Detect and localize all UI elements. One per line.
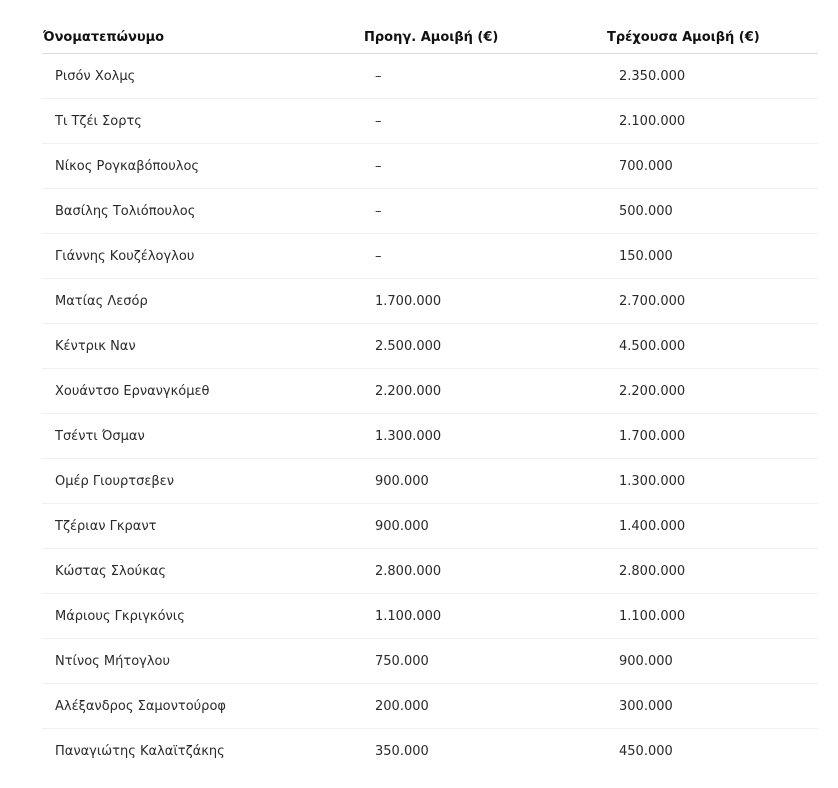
previous-salary-cell: –: [363, 234, 596, 279]
salary-table: [42, 22, 818, 773]
current-salary-cell: 1.700.000: [596, 414, 818, 459]
column-header-previous-salary[interactable]: Προηγ. Αμοιβή (€): [363, 22, 596, 54]
table-row: [42, 594, 818, 639]
previous-salary-cell: 350.000: [375, 743, 429, 759]
table-row: [42, 729, 818, 774]
table-row: [42, 189, 818, 234]
player-name-cell: Κέντρικ Ναν: [42, 324, 363, 369]
table-row: [42, 369, 818, 414]
table-row: [42, 144, 818, 189]
table-row: [42, 324, 818, 369]
current-salary-cell: 450.000: [619, 743, 673, 759]
previous-salary-cell: 1.700.000: [363, 279, 596, 324]
table-header: [42, 22, 818, 54]
player-name-cell: Παναγιώτης Καλαϊτζάκης: [55, 743, 225, 759]
previous-salary-cell: 2.200.000: [363, 369, 596, 414]
previous-salary-cell: 900.000: [363, 504, 596, 549]
table-row: [42, 54, 818, 99]
current-salary-cell: 1.300.000: [596, 459, 818, 504]
player-name-cell: Χουάντσο Ερνανγκόμεθ: [42, 369, 363, 414]
current-salary-cell: 1.100.000: [596, 594, 818, 639]
current-salary-cell: 300.000: [596, 684, 818, 729]
current-salary-cell: 2.700.000: [596, 279, 818, 324]
current-salary-cell: 500.000: [596, 189, 818, 234]
current-salary-cell: 4.500.000: [596, 324, 818, 369]
table-row: [42, 234, 818, 279]
current-salary-cell: 150.000: [596, 234, 818, 279]
player-name-cell: Τι Τζέι Σορτς: [42, 99, 363, 144]
current-salary-cell: 2.200.000: [596, 369, 818, 414]
player-name-cell: Μάριους Γκριγκόνις: [42, 594, 363, 639]
previous-salary-cell: 2.500.000: [363, 324, 596, 369]
player-name-cell: Ματίας Λεσόρ: [42, 279, 363, 324]
column-header-name[interactable]: Όνοματεπώνυμο: [42, 22, 363, 54]
previous-salary-cell: 750.000: [363, 639, 596, 684]
current-salary-cell: 2.800.000: [596, 549, 818, 594]
previous-salary-cell: 1.100.000: [363, 594, 596, 639]
previous-salary-cell: 200.000: [363, 684, 596, 729]
player-name-cell: Ομέρ Γιουρτσεβεν: [42, 459, 363, 504]
player-name-cell: Τσέντι Όσμαν: [42, 414, 363, 459]
table-row: [42, 414, 818, 459]
current-salary-cell: 700.000: [596, 144, 818, 189]
current-salary-cell: 2.100.000: [596, 99, 818, 144]
header-row: [42, 22, 818, 54]
player-name-cell: Αλέξανδρος Σαμοντούροφ: [42, 684, 363, 729]
table-row: [42, 459, 818, 504]
current-salary-cell: 900.000: [596, 639, 818, 684]
player-name-cell: Τζέριαν Γκραντ: [42, 504, 363, 549]
player-name-cell: Νίκος Ρογκαβόπουλος: [42, 144, 363, 189]
previous-salary-cell: 1.300.000: [363, 414, 596, 459]
player-name-cell: Βασίλης Τολιόπουλος: [42, 189, 363, 234]
previous-salary-cell: –: [363, 144, 596, 189]
table-row: [42, 549, 818, 594]
previous-salary-cell: –: [363, 189, 596, 234]
table-row: [42, 639, 818, 684]
previous-salary-cell: –: [363, 54, 596, 99]
column-header-current-salary[interactable]: Τρέχουσα Αμοιβή (€): [596, 22, 818, 54]
current-salary-cell: 1.400.000: [596, 504, 818, 549]
current-salary-cell: 2.350.000: [596, 54, 818, 99]
salary-table-container: [42, 22, 818, 773]
player-name-cell: Ρισόν Χολμς: [42, 54, 363, 99]
table-row: [42, 684, 818, 729]
table-row: [42, 279, 818, 324]
player-name-cell: Γιάννης Κουζέλογλου: [42, 234, 363, 279]
previous-salary-cell: 900.000: [363, 459, 596, 504]
player-name-cell: Ντίνος Μήτογλου: [42, 639, 363, 684]
table-row: [42, 99, 818, 144]
table-row: [42, 504, 818, 549]
previous-salary-cell: –: [363, 99, 596, 144]
player-name-cell: Κώστας Σλούκας: [42, 549, 363, 594]
previous-salary-cell: 2.800.000: [363, 549, 596, 594]
table-body: [42, 54, 818, 774]
